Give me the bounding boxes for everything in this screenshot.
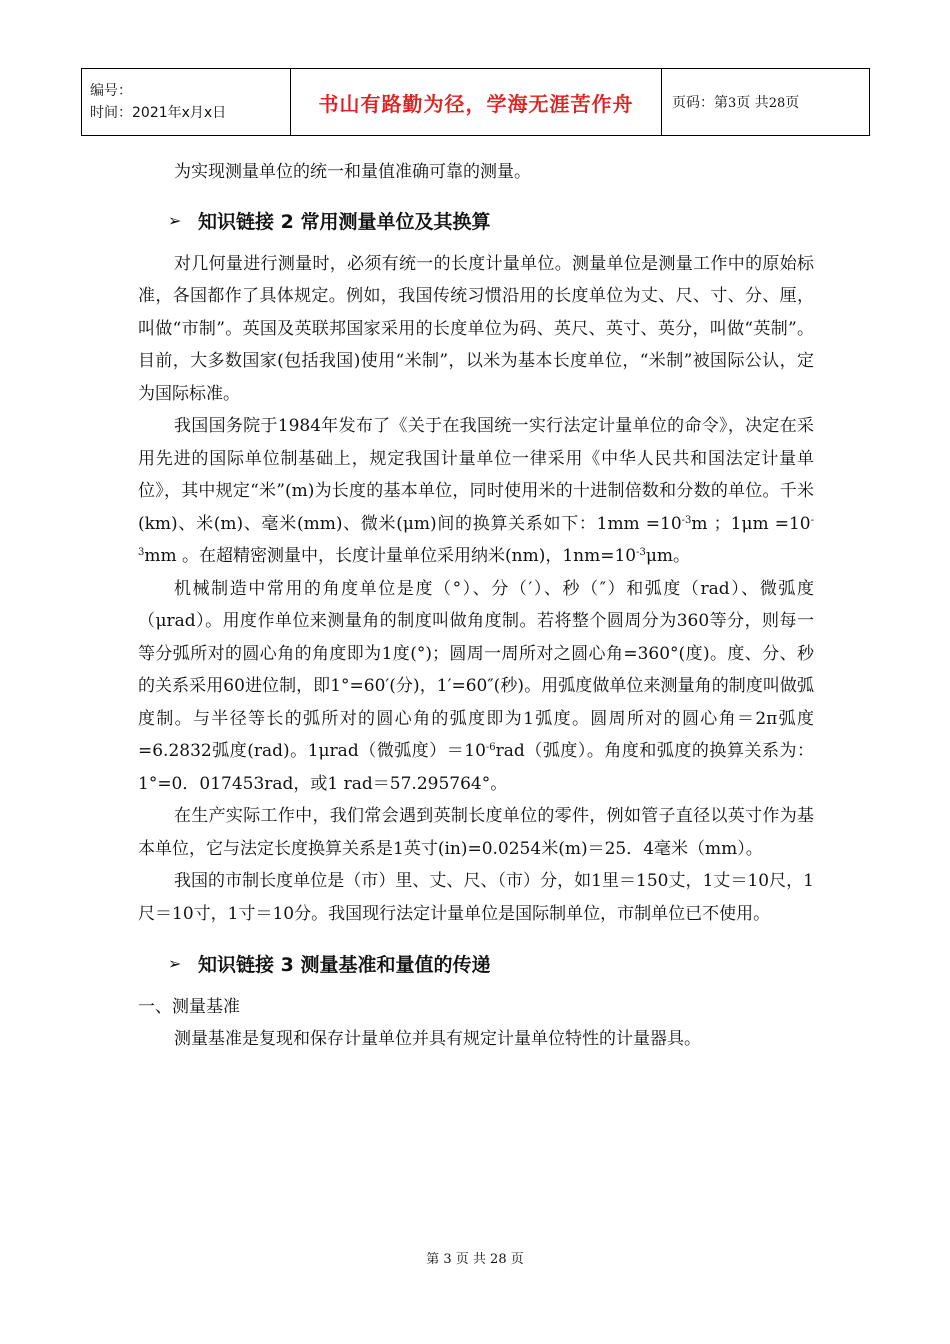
paragraph-5: 我国的市制长度单位是（市）里、丈、尺、（市）分，如1里＝150丈，1丈＝10尺，1尺＝10寸，1寸＝10分。我国现行法定计量单位是国际制单位，市制单位已不使用。 <box>138 871 814 924</box>
paragraph-6: 测量基准是复现和保存计量单位并具有规定计量单位特性的计量器具。 <box>174 1029 701 1049</box>
page-indicator <box>662 69 870 136</box>
paragraph-2-part-b: m ；1μm =10 <box>691 513 811 534</box>
header-table <box>81 68 870 136</box>
section-heading-3-text: 知识链接 3 测量基准和量值的传递 <box>198 954 491 976</box>
paragraph-1: 对几何量进行测量时，必须有统一的长度计量单位。测量单位是测量工作中的原始标准，各国都作了具体规定。例如，我国传统习惯沿用的长度单位为丈、尺、寸、分、厘，叫做“市制”。英国及英联邦国家采用的长度单位为码、英尺、英寸、英分，叫做“英制”。目前，大多数国家(包括我国)使用“米制”，以米为基本长度单位，“米制”被国际公认，定为国际标准。 <box>138 253 814 404</box>
paragraph-2-part-a: 我国国务院于1984年发布了《关于在我国统一实行法定计量单位的命令》，决定在采用先进的国际单位制基础上，规定我国计量单位一律采用《中华人民共和国法定计量单位》，其中规定“米”(m)为长度的基本单位，同时使用米的十进制倍数和分数的单位。千米(km)、米(m)、毫米(mm)、微米(μm)间的换算关系如下：1mm =10 <box>138 416 814 534</box>
paragraph-2 <box>138 410 814 573</box>
arrow-bullet-icon: ➢ <box>168 954 182 973</box>
page-footer: 第 3 页 共 28 页 <box>426 1252 524 1267</box>
arrow-bullet-icon: ➢ <box>168 210 182 230</box>
paragraph-4: 在生产实际工作中，我们常会遇到英制长度单位的零件，例如管子直径以英寸作为基本单位，它与法定长度换算关系是1英寸(in)=0.0254米(m)＝25．4毫米（mm）。 <box>138 806 814 859</box>
code-label: 编号： <box>90 83 132 99</box>
paragraph-3 <box>138 573 814 801</box>
page-mid: 页 共 <box>736 95 769 111</box>
exponent: -3 <box>636 547 646 558</box>
paragraph-3-part-b: rad（弧度）。角度和弧度的换算关系为：1°=0．017453rad，或1 rad＝57.295764°。 <box>138 741 814 794</box>
page-total: 28 <box>768 96 786 111</box>
header-left-cell <box>82 69 291 136</box>
page-prefix: 页码：第 <box>672 95 728 111</box>
page-num: 3 <box>728 96 737 111</box>
date-label: 时间：2021年x月x日 <box>90 105 227 121</box>
paragraph-3-part-a: 机械制造中常用的角度单位是度（°）、分（′）、秒（″）和弧度（rad）、微弧度（μrad）。用度作单位来测量角的制度叫做角度制。若将整个圆周分为360等分，则每一等分弧所对的圆心角的角度即为1度(°)；圆周一周所对之圆心角=360°(度)。度、分、秒的关系采用60进位制，即1°=60′(分)，1′=60″(秒)。用弧度做单位来测量角的制度叫做弧度制。与半径等长的弧所对的圆心角的弧度即为1弧度。圆周所对的圆心角＝2π弧度=6.2832弧度(rad)。1μrad（微弧度）＝10 <box>138 578 814 761</box>
exponent: -6 <box>485 742 496 753</box>
paragraph-2-part-d: μm。 <box>645 546 691 566</box>
exponent: -3 <box>681 514 692 526</box>
section-heading-2 <box>138 207 814 234</box>
motto: 书山有路勤为径，学海无涯苦作舟 <box>291 69 662 136</box>
document-body <box>138 156 814 1056</box>
subsection-title: 一、测量基准 <box>138 997 240 1017</box>
section-heading-3 <box>138 950 814 977</box>
paragraph-2-part-c: mm 。在超精密测量中，长度计量单位采用纳米(nm)，1nm=10 <box>144 546 637 566</box>
exponent: -3 <box>138 514 814 558</box>
section-heading-2-text: 知识链接 2 常用测量单位及其换算 <box>198 210 491 233</box>
paragraph-0: 为实现测量单位的统一和量值准确可靠的测量。 <box>174 162 531 182</box>
page-suffix: 页 <box>785 95 800 111</box>
